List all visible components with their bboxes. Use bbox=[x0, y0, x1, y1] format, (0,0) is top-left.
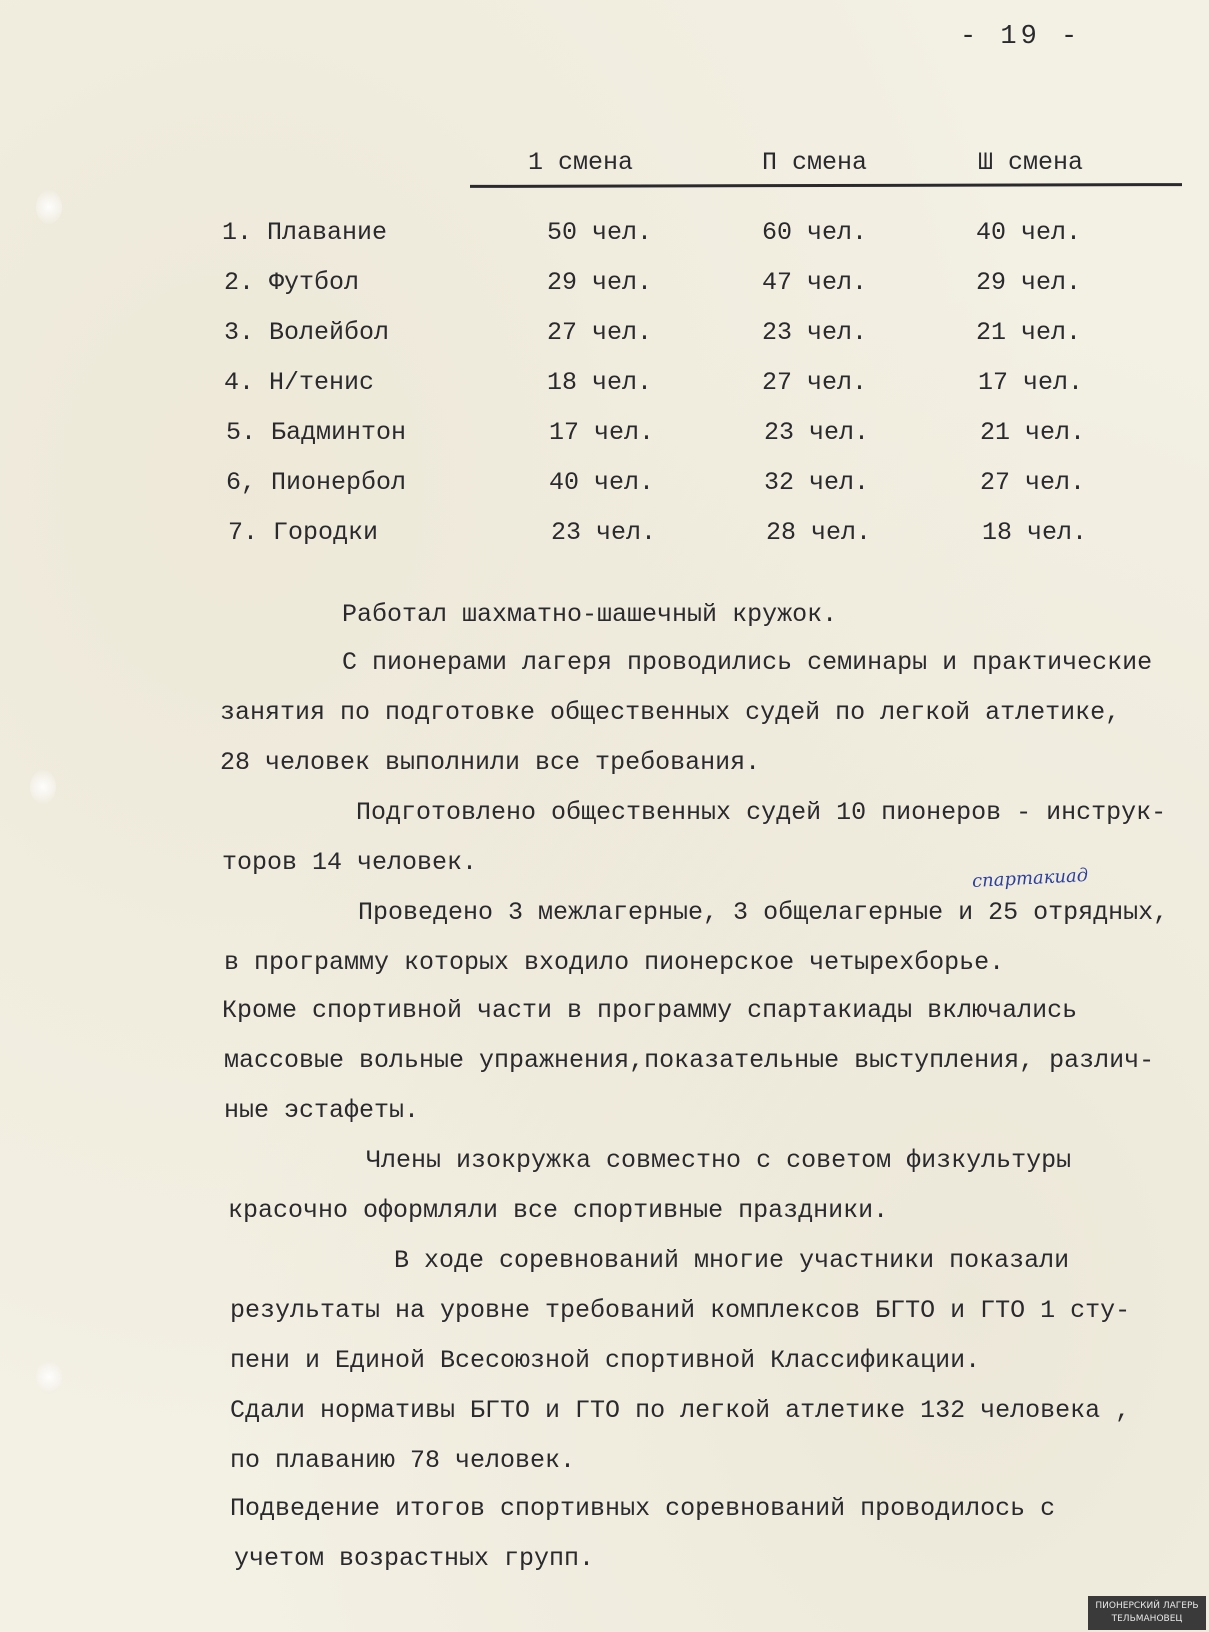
text-line: Сдали нормативы БГТО и ГТО по легкой атлетике 132 человека , bbox=[230, 1396, 1131, 1425]
shift-3-value: 27 чел. bbox=[980, 468, 1086, 497]
text-line: красочно оформляли все спортивные праздники. bbox=[228, 1196, 889, 1225]
punch-hole bbox=[30, 770, 56, 804]
text-line: В ходе соревнований многие участники показали bbox=[394, 1246, 1070, 1275]
text-line: Работал шахматно-шашечный кружок. bbox=[342, 600, 838, 629]
text-line: по плаванию 78 человек. bbox=[230, 1446, 576, 1475]
row-label: 3. Волейбол bbox=[224, 318, 390, 347]
row-label: 5. Бадминтон bbox=[226, 418, 407, 447]
text-line: Проведено 3 межлагерные, 3 общелагерные и 25 отрядных, bbox=[358, 898, 1169, 927]
archive-stamp bbox=[1088, 1596, 1206, 1630]
row-label: 6, Пионербол bbox=[226, 468, 407, 497]
column-header-shift-2: П смена bbox=[762, 148, 868, 177]
shift-3-value: 17 чел. bbox=[978, 368, 1084, 397]
table-row bbox=[0, 418, 1209, 458]
shift-2-value: 32 чел. bbox=[764, 468, 870, 497]
shift-2-value: 47 чел. bbox=[762, 268, 868, 297]
text-line: массовые вольные упражнения,показательные выступления, различ- bbox=[224, 1046, 1155, 1075]
shift-3-value: 29 чел. bbox=[976, 268, 1082, 297]
text-line: в программу которых входило пионерское четырехборье. bbox=[224, 948, 1005, 977]
row-label: 4. Н/тенис bbox=[224, 368, 375, 397]
row-label: 7. Городки bbox=[228, 518, 379, 547]
table-row bbox=[0, 518, 1209, 558]
handwritten-note: спартакиад bbox=[971, 864, 1089, 893]
shift-2-value: 60 чел. bbox=[762, 218, 868, 247]
shift-2-value: 27 чел. bbox=[762, 368, 868, 397]
table-row bbox=[0, 268, 1209, 308]
shift-1-value: 27 чел. bbox=[547, 318, 653, 347]
text-line: Подготовлено общественных судей 10 пионеров - инструк- bbox=[356, 798, 1167, 827]
shift-1-value: 50 чел. bbox=[547, 218, 653, 247]
text-line: занятия по подготовке общественных судей по легкой атлетике, bbox=[220, 698, 1121, 727]
shift-3-value: 18 чел. bbox=[982, 518, 1088, 547]
page-number: - 19 - bbox=[960, 22, 1082, 52]
table-row bbox=[0, 468, 1209, 508]
shift-3-value: 40 чел. bbox=[976, 218, 1082, 247]
text-line: учетом возрастных групп. bbox=[234, 1544, 595, 1573]
row-label: 2. Футбол bbox=[224, 268, 360, 297]
shift-1-value: 23 чел. bbox=[551, 518, 657, 547]
text-line: торов 14 человек. bbox=[222, 848, 478, 877]
stamp-line-2: ТЕЛЬМАНОВЕЦ bbox=[1111, 1614, 1183, 1624]
table-row bbox=[0, 368, 1209, 408]
row-label: 1. Плавание bbox=[222, 218, 388, 247]
table-row bbox=[0, 318, 1209, 358]
table-row bbox=[0, 218, 1209, 258]
shift-2-value: 23 чел. bbox=[762, 318, 868, 347]
text-line: С пионерами лагеря проводились семинары и практические bbox=[342, 648, 1153, 677]
shift-3-value: 21 чел. bbox=[976, 318, 1082, 347]
text-line: пени и Единой Всесоюзной спортивной Классификации. bbox=[230, 1346, 981, 1375]
column-header-shift-3: Ш смена bbox=[978, 148, 1084, 177]
punch-hole bbox=[36, 1360, 62, 1394]
column-header-shift-1: 1 смена bbox=[528, 148, 634, 177]
text-line: Члены изокружка совместно с советом физкультуры bbox=[366, 1146, 1072, 1175]
text-line: результаты на уровне требований комплексов БГТО и ГТО 1 сту- bbox=[230, 1296, 1131, 1325]
text-line: Подведение итогов спортивных соревнований проводилось с bbox=[230, 1494, 1056, 1523]
shift-1-value: 29 чел. bbox=[547, 268, 653, 297]
text-line: 28 человек выполнили все требования. bbox=[220, 748, 761, 777]
stamp-line-1: ПИОНЕРСКИЙ ЛАГЕРЬ bbox=[1095, 1601, 1199, 1611]
shift-2-value: 28 чел. bbox=[766, 518, 872, 547]
text-line: Кроме спортивной части в программу спартакиады включались bbox=[222, 996, 1078, 1025]
shift-1-value: 40 чел. bbox=[549, 468, 655, 497]
shift-1-value: 17 чел. bbox=[549, 418, 655, 447]
shift-1-value: 18 чел. bbox=[547, 368, 653, 397]
header-rule bbox=[470, 183, 1182, 188]
shift-2-value: 23 чел. bbox=[764, 418, 870, 447]
text-line: ные эстафеты. bbox=[224, 1096, 420, 1125]
shift-3-value: 21 чел. bbox=[980, 418, 1086, 447]
